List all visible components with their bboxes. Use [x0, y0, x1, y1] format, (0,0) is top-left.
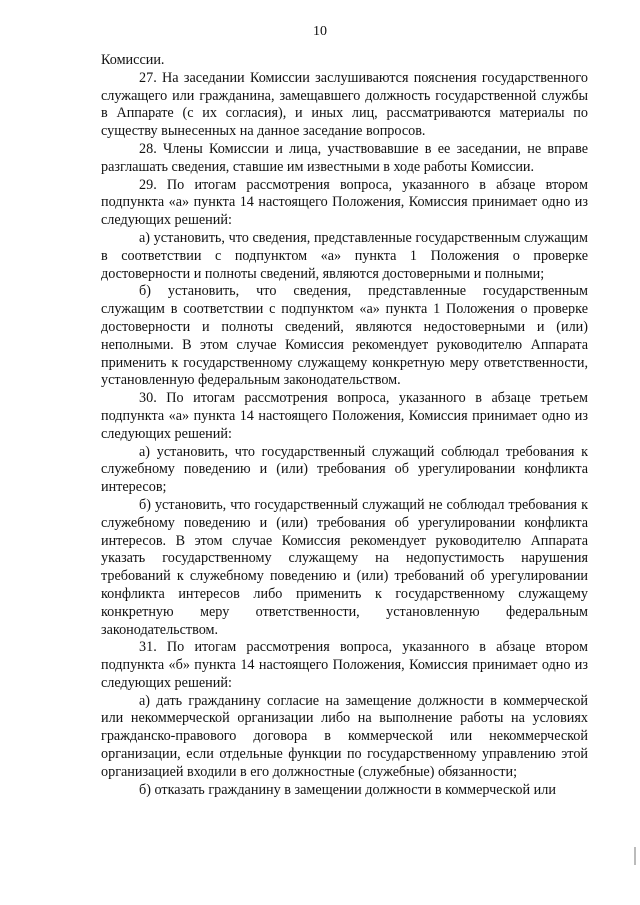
page-number: 10	[313, 24, 327, 39]
paragraph-29-b: б) установить, что сведения, представленные государственным служащим в соответствии с подпунктом «а» пункта 1 Положения о проверке достоверности и полноты сведений, являются недостоверными и (или) неполными. В этом случае Комиссия рекомендует руководителю Аппарата применить к государственному служащему конкретную меру ответственности, установленную федеральным законодательством.	[101, 283, 588, 389]
paragraph-30-a: а) установить, что государственный служащий соблюдал требования к служебному поведению и (или) требования об урегулировании конфликта интересов;	[101, 443, 588, 496]
paragraph-31: 31. По итогам рассмотрения вопроса, указанного в абзаце втором подпункта «б» пункта 14 настоящего Положения, Комиссия принимает одно из следующих решений:	[101, 639, 588, 691]
paragraph-28: 28. Члены Комиссии и лица, участвовавшие в ее заседании, не вправе разглашать сведения, ставшие им известными в ходе работы Комиссии.	[101, 140, 588, 175]
paragraph-continuation: Комиссии.	[101, 52, 165, 68]
paragraph-30: 30. По итогам рассмотрения вопроса, указанного в абзаце третьем подпункта «а» пункта 14 настоящего Положения, Комиссия принимает одно из следующих решений:	[101, 390, 588, 442]
paragraph-31-b: б) отказать гражданину в замещении должности в коммерческой или	[139, 781, 556, 798]
paragraph-27: 27. На заседании Комиссии заслушиваются пояснения государственного служащего или гражданина, замещавшего должность государственной службы в Аппарате (с их согласия), и иных лиц, рассматриваются материалы по существу вынесенных на данное заседание вопросов.	[101, 69, 588, 140]
paragraph-29-a: а) установить, что сведения, представленные государственным служащим в соответствии с подпунктом «а» пункта 1 Положения о проверке достоверности и полноты сведений, являются достоверными и полными;	[101, 229, 588, 282]
paragraph-29: 29. По итогам рассмотрения вопроса, указанного в абзаце втором подпункта «а» пункта 14 настоящего Положения, Комиссия принимает одно из следующих решений:	[101, 176, 588, 229]
scan-edge-mark	[634, 847, 636, 865]
paragraph-31-a: а) дать гражданину согласие на замещение должности в коммерческой или некоммерческой организации либо на выполнение работы на условиях гражданско-правового договора в коммерческой или некоммерческой организации, если отдельные функции по государственному управлению этой организацией входили в его должностные (служебные) обязанности;	[101, 692, 588, 780]
paragraph-30-b: б) установить, что государственный служащий не соблюдал требования к служебному поведению и (или) требования об урегулировании конфликта интересов. В этом случае Комиссия рекомендует руководителю Аппарата указать государственному служащему на недопустимость нарушения требований к служебному поведению и (или) требований об урегулировании конфликта интересов либо применить к государственному служащему конкретную меру ответственности, установленную федеральным законодательством.	[101, 496, 588, 638]
document-body	[101, 52, 588, 799]
